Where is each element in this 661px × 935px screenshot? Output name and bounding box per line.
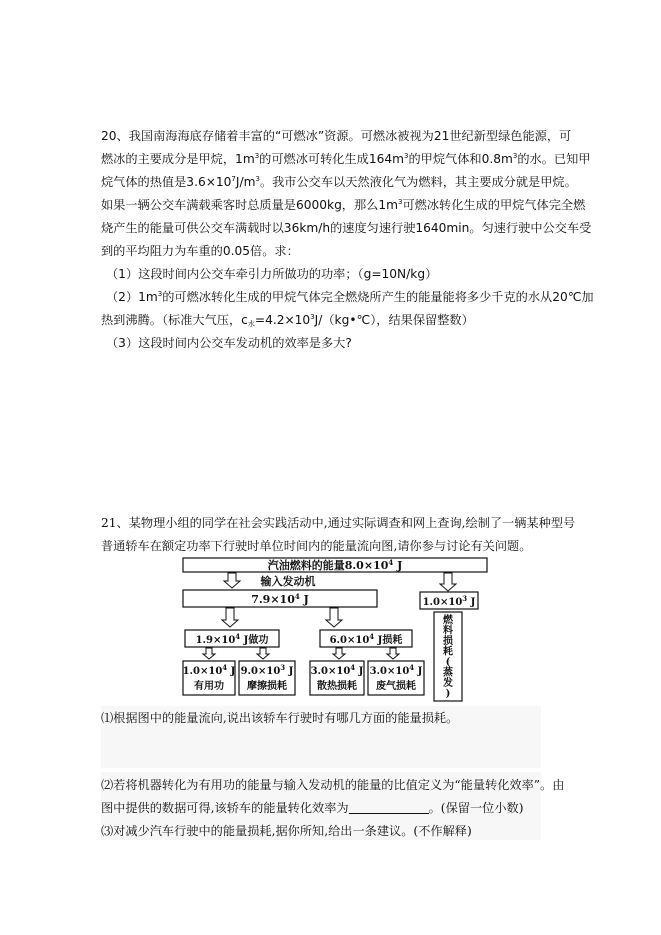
fuel-loss-arrow-icon [440,573,456,591]
loss-arrow-icon [326,608,342,627]
q20-subquestion-3: （3）这段时间内公交车发动机的效率是多大? [106,336,352,350]
friction-arrow-icon [257,648,269,659]
exhaust-value: $3.0\times 10^4$ J [369,663,423,677]
input-arrow-icon [224,573,240,588]
work-arrow-icon [222,608,238,627]
energy-flow-diagram [180,557,490,705]
engine-energy-text: $7.9\times 10^4$ J [251,592,309,606]
useful-arrow-icon [203,648,215,659]
exhaust-label: 废气损耗 [376,681,416,692]
loss-text: $6.0\times 10^4$ J损耗 [329,632,403,646]
work-text: $1.9\times 10^4$ J做功 [195,632,269,646]
fuel-loss-label-char: ) [445,688,451,700]
q21-subquestion-2: ⑵若将机器转化为有用功的能量与输入发动机的能量的比值定义为“能量转化效率”。由 [101,778,565,792]
fuel-loss-label-char: 燃 [443,615,453,626]
useful-value: $1.0\times 10^4$ J [182,663,236,677]
fuel-energy-text: 汽油燃料的能量$8.0\times 10^4$ J [267,558,403,572]
q21-line-1: 21、某物理小组的同学在社会实践活动中,通过实际调查和网上查询,绘制了一辆某种型号 [101,516,576,530]
fuel-loss-label-char: 损 [443,636,453,647]
q21-subquestion-3: ⑶对减少汽车行驶中的能量损耗,据你所知,给出一条建议。(不作解释) [101,824,472,838]
heat-arrow-icon [333,648,345,659]
useful-label: 有用功 [194,681,224,692]
q20-line-3: 烷气体的热值是$3.6\times 10^7J/m^3$。我市公交车以天然液化气为燃料，其主要成分就是甲烷。 [101,175,577,189]
q21-subquestion-2-cont: 图中提供的数据可得,该轿车的能量转化效率为 。(保留一位小数) [101,801,524,815]
q20-line-4: 如果一辆公交车满载乘客时总质量是6000kg，那么$1m^3$可燃冰转化生成的甲烷气体完全燃 [101,198,586,212]
q21-subquestion-1: ⑴根据图中的能量流向,说出该轿车行驶时有哪几方面的能量损耗。 [101,711,459,725]
exhaust-arrow-icon [387,648,399,659]
fuel-loss-label-char: 蒸 [443,667,453,679]
q20-line-1: 20、我国南海海底存储着丰富的“可燃冰”资源。可燃冰被视为21世纪新型绿色能源，可 [101,129,572,143]
heat-label: 散热损耗 [317,681,357,692]
fuel-loss-label-char: 料 [443,625,453,637]
fuel-loss-label-char: ( [445,657,451,668]
q20-subquestion-2-cont: 热到沸腾。（标准大气压，$c_水=4.2\times 10^3J/(kg•℃)$，结果保留整数） [101,313,474,328]
q20-line-5: 烧产生的能量可供公交车满载时以36km/h的速度匀速行驶1640min。匀速行驶中公交车受 [101,221,592,235]
q20-line-6: 到的平均阻力为车重的0.05倍。求： [101,244,299,258]
fuel-loss-text: $1.0\times 10^3$ J [422,594,476,608]
friction-value: $9.0\times 10^3$ J [240,663,294,677]
friction-label: 摩擦损耗 [247,681,287,692]
fuel-loss-label-char: 耗 [443,646,453,658]
q20-subquestion-1: （1）这段时间内公交车牵引力所做功的功率；（g=10N/kg） [106,267,438,281]
q21-line-2: 普通轿车在额定功率下行驶时单位时间内的能量流向图,请你参与讨论有关问题。 [101,539,532,553]
heat-value: $3.0\times 10^4$ J [310,663,364,677]
efficiency-answer-blank[interactable] [349,801,429,814]
q20-subquestion-2: $(2)1m^3$的可燃冰转化生成的甲烷气体完全燃烧所产生的能量能将多少千克的水从20℃加 [106,290,594,304]
fuel-loss-vertical-label [442,613,454,700]
input-engine-label: 输入发动机 [260,575,316,588]
q20-line-2: 燃冰的主要成分是甲烷，$1m^3$的可燃冰可转化生成$164m^3$的甲烷气体和$0.8m^3$的水。已知甲 [101,152,591,166]
fuel-loss-label-char: 发 [443,678,453,689]
